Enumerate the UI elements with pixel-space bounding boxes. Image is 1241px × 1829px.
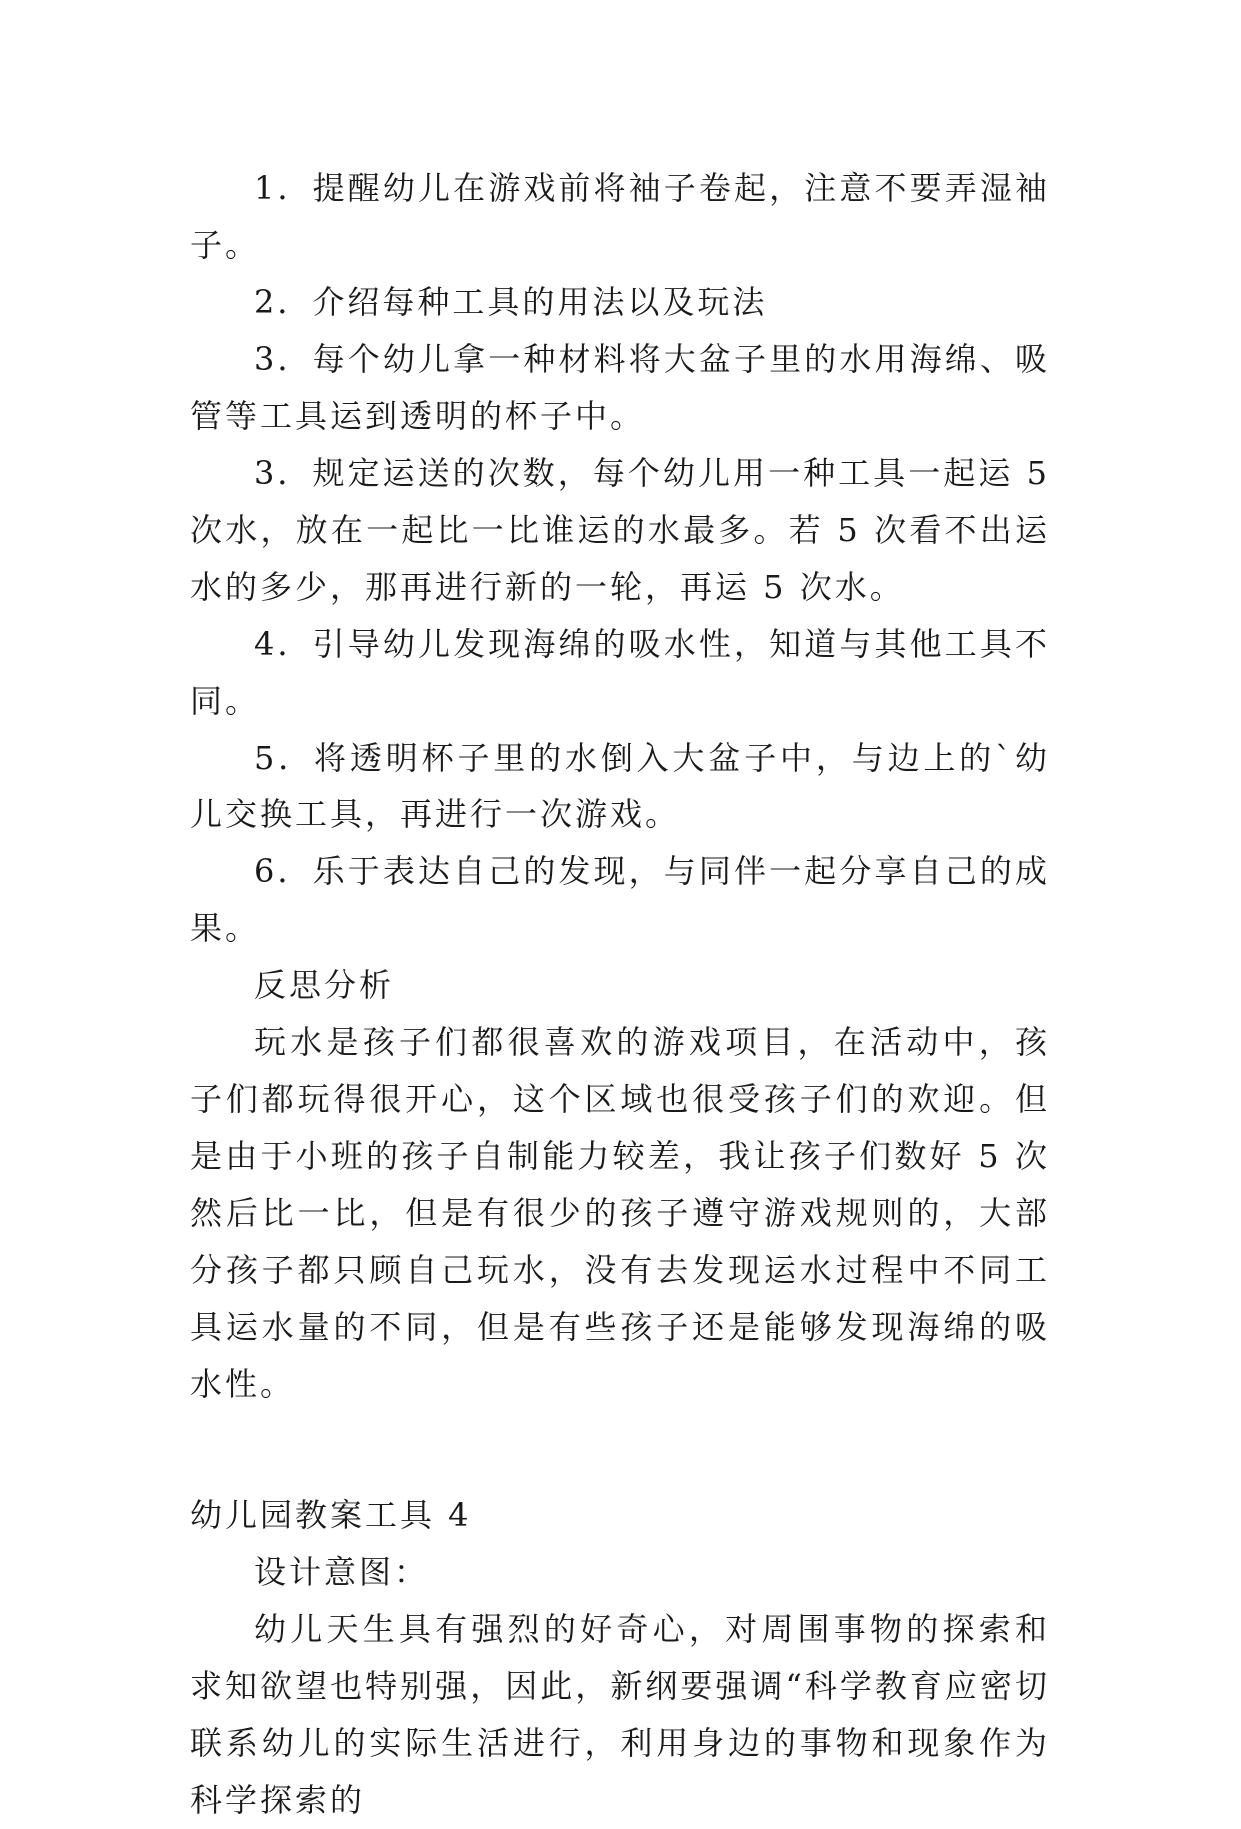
reflection-paragraph: 玩水是孩子们都很喜欢的游戏项目，在活动中，孩子们都玩得很开心，这个区域也很受孩子们的欢迎。但是由于小班的孩子自制能力较差，我让孩子们数好 5 次然后比一比，但是有很少的孩子遵守游戏规则的，大部分孩子都只顾自己玩水，没有去发现运水过程中不同工具运水量的不同，但是有些孩子还是能够发现海绵的吸水性。 bbox=[190, 1023, 1050, 1404]
paragraph-step-1: 1．提醒幼儿在游戏前将袖子卷起，注意不要弄湿袖子。 bbox=[190, 169, 1050, 264]
paragraph-step-3a: 3．每个幼儿拿一种材料将大盆子里的水用海绵、吸管等工具运到透明的杯子中。 bbox=[190, 339, 1050, 435]
paragraph-step-6: 6．乐于表达自己的发现，与同伴一起分享自己的成果。 bbox=[190, 852, 1050, 948]
paragraph-step-5: 5．将透明杯子里的水倒入大盆子中，与边上的`幼儿交换工具，再进行一次游戏。 bbox=[190, 738, 1050, 834]
section-title: 幼儿园教案工具 4 bbox=[190, 1495, 472, 1534]
design-intent-paragraph: 幼儿天生具有强烈的好奇心，对周围事物的探索和求知欲望也特别强，因此，新纲要强调“科学教育应密切联系幼儿的实际生活进行，利用身边的事物和现象作为科学探索的 bbox=[190, 1609, 1050, 1819]
paragraph-step-3b: 3．规定运送的次数，每个幼儿用一种工具一起运 5 次水，放在一起比一比谁运的水最多。若 5 次看不出运水的多少，那再进行新的一轮，再运 5 次水。 bbox=[190, 453, 1050, 606]
reflection-heading: 反思分析 bbox=[254, 966, 395, 1005]
design-intent-label: 设计意图： bbox=[254, 1552, 430, 1591]
paragraph-step-4: 4．引导幼儿发现海绵的吸水性，知道与其他工具不同。 bbox=[190, 624, 1050, 720]
document-body bbox=[190, 160, 1050, 1829]
paragraph-step-2: 2．介绍每种工具的用法以及玩法 bbox=[254, 282, 768, 321]
